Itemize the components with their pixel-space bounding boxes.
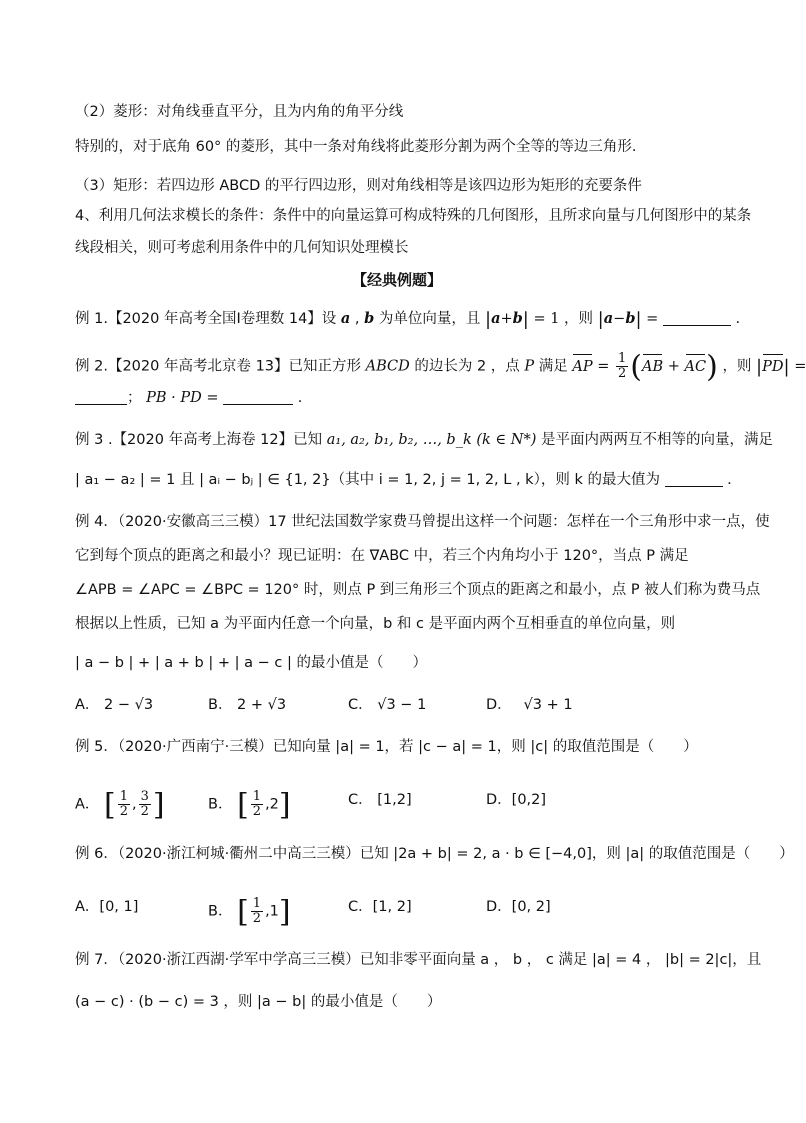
example-4-line3: ∠APB = ∠APC = ∠BPC = 120° 时，则点 P 到三角形三个顶点的距离之和最小，点 P 被人们称为费马点 — [75, 582, 761, 598]
rhombus-note: 特别的，对于底角 60° 的菱形，其中一条对角线将此菱形分割为两个全等的等边三角形. — [75, 139, 637, 155]
example-2: 例 2.【2020 年高考北京卷 13】已知正方形 ABCD 的边长为 2 ，点 P 满足 AP = $\frac{1}{2}$ (AB + AC) ，则 |PD| = — [75, 349, 806, 385]
ex5-option-d[interactable]: D．[0,2] — [486, 792, 547, 808]
ex3-tail: 是平面内两两互不相等的向量，满足 — [540, 432, 773, 448]
answer-blank[interactable] — [665, 472, 723, 487]
ex1-label: 例 1.【2020 年高考全国Ⅰ卷理数 14】设 — [75, 311, 337, 327]
rectangle-property: （3）矩形：若四边形 ABCD 的平行四边形，则对角线相等是该四边形为矩形的充要条件 — [75, 178, 642, 194]
ex5-option-b[interactable]: B． [ $\frac{1}{2}$ ,2] — [208, 787, 291, 823]
item4-line1: 4、利用几何法求模长的条件：条件中的向量运算可构成特殊的几何图形，且所求向量与几何图形中的某条 — [75, 208, 752, 224]
ex2-point: P — [524, 358, 535, 375]
example-3 — [75, 430, 773, 450]
example-5: 例 5．（2020·广西南宁·三模）已知向量 |a| = 1，若 |c − a| = 1，则 |c| 的取值范围是（ ） — [75, 739, 698, 755]
ex2-label: 例 2.【2020 年高考北京卷 13】已知正方形 — [75, 358, 362, 375]
ex6-option-a[interactable]: A．[0, 1] — [75, 899, 139, 915]
answer-blank[interactable] — [75, 390, 127, 405]
ex2-cond: 满足 — [538, 358, 568, 375]
example-4-line2: 它到每个顶点的距离之和最小？现已证明：在 ∇ABC 中，若三个内角均小于 120°，当点 P 满足 — [75, 548, 689, 564]
example-4-line5: | a − b | + | a + b | + | a − c | 的最小值是（ ） — [75, 655, 427, 671]
rhombus-property: （2）菱形：对角线垂直平分，且为内角的角平分线 — [75, 104, 404, 120]
ex4-option-a[interactable]: A． 2 − √3 — [75, 697, 154, 713]
ex3-condition: | a₁ − a₂ | = 1 且 | aᵢ − bⱼ | ∈ {1, 2}（其中 i = 1, 2, j = 1, 2, L , k），则 k 的最大值为 — [75, 472, 660, 488]
example-4-line1: 例 4．（2020·安徽高三三模）17 世纪法国数学家费马曾提出这样一个问题：怎样在一个三角形中求一点，使 — [75, 514, 770, 530]
ex6-option-b[interactable]: B． [ $\frac{1}{2}$ ,1] — [208, 894, 291, 930]
section-heading: 【经典例题】 — [351, 271, 442, 289]
item4-line2: 线段相关，则可考虑利用条件中的几何知识处理模长 — [75, 240, 409, 256]
ex2-dot-product: PB · PD = — [146, 390, 219, 406]
ex2-square: ABCD — [365, 358, 410, 375]
example-6: 例 6．（2020·浙江柯城·衢州二中高三三模）已知 |2a + b| = 2, a · b ∈ [−4,0]，则 |a| 的取值范围是（ ） — [75, 846, 794, 862]
ex6-option-d[interactable]: D．[0, 2] — [486, 899, 551, 915]
example-1: 例 1.【2020 年高考全国Ⅰ卷理数 14】设 a , b 为单位向量，且 |a+b| = 1 ，则 |a−b| = . — [75, 309, 741, 330]
ex5-option-c[interactable]: C． [1,2] — [348, 792, 412, 808]
ex4-option-b[interactable]: B． 2 + √3 — [208, 697, 287, 713]
ex4-option-c[interactable]: C． √3 − 1 — [348, 697, 427, 713]
example-2-answers: ； PB · PD = . — [75, 388, 302, 408]
ex3-label: 例 3 .【2020 年高考上海卷 12】已知 — [75, 432, 323, 448]
ex1-mid: 为单位向量，且 — [378, 311, 481, 327]
ex5-option-a[interactable]: A． [ $\frac{1}{2}$ , $\frac{3}{2}$ ] — [75, 787, 165, 823]
ex1-eq2: = — [646, 311, 659, 327]
ex1-eq1: = 1 ，则 — [533, 311, 594, 327]
ex2-then: ，则 — [722, 358, 752, 375]
answer-blank[interactable] — [223, 390, 293, 405]
answer-blank[interactable] — [663, 311, 731, 326]
example-4-line4: 根据以上性质，已知 a 为平面内任意一个向量，b 和 c 是平面内两个互相垂直的单位向量，则 — [75, 616, 676, 632]
ex3-vectors: a₁, a₂, b₁, b₂, …, b_k (k ∈ N*) — [326, 432, 537, 448]
ex6-option-c[interactable]: C．[1, 2] — [348, 899, 412, 915]
example-7-line1: 例 7．（2020·浙江西湖·学军中学高三三模）已知非零平面向量 a ， b ， c 满足 |a| = 4 ， |b| = 2|c|，且 — [75, 952, 762, 968]
ex4-option-d[interactable]: D． √3 + 1 — [486, 697, 573, 713]
ex2-side: 的边长为 2 ，点 — [414, 358, 520, 375]
example-7-line2: (a − c) · (b − c) = 3 ，则 |a − b| 的最小值是（ ） — [75, 994, 442, 1010]
example-3-line2: | a₁ − a₂ | = 1 且 | aᵢ − bⱼ | ∈ {1, 2}（其中 i = 1, 2, j = 1, 2, L , k），则 k 的最大值为 . — [75, 472, 732, 488]
